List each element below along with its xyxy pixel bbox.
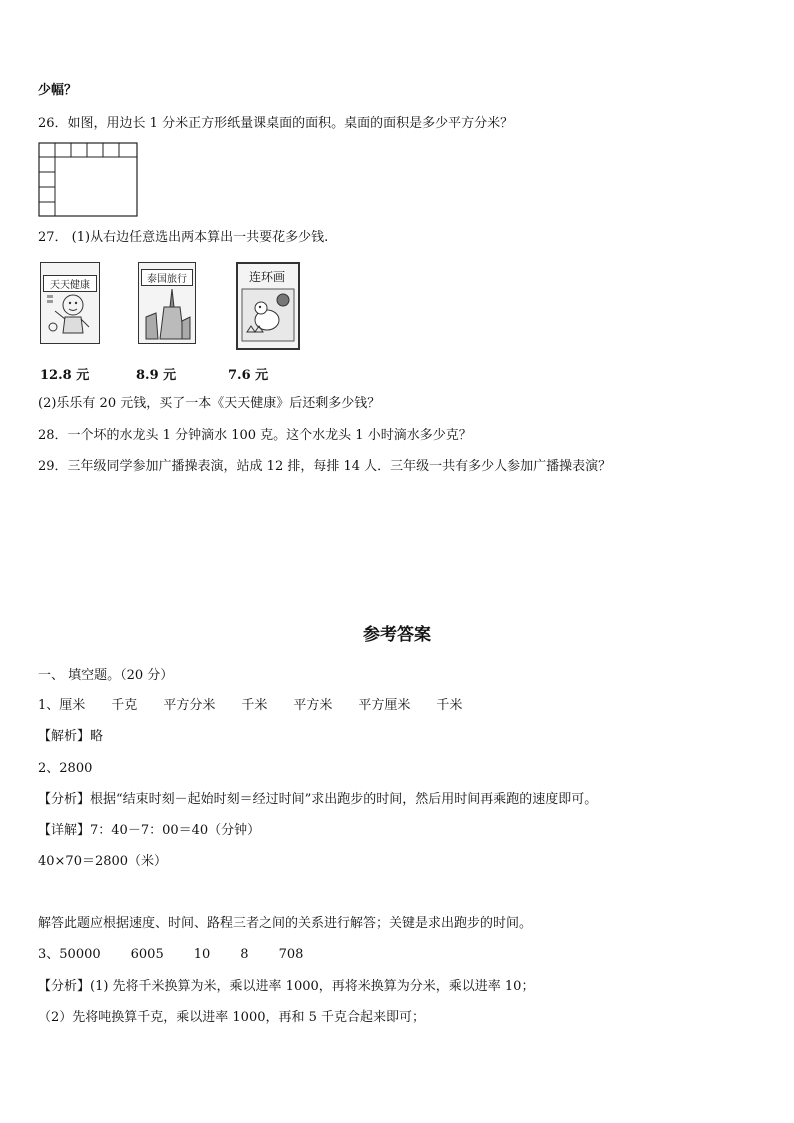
question-26: 26．如图，用边长 1 分米正方形纸量课桌面的面积。桌面的面积是多少平方分米？ [38,116,514,131]
answer-3-analysis-1: 【分析】(1) 先将千米换算为米，乘以进率 1000，再将米换算为分米，乘以进率 10； [38,979,535,994]
answer-1-unit: 千克 [111,698,138,713]
book-price-health: 12.8 元 [40,368,90,383]
question-29: 29．三年级同学参加广播操表演，站成 12 排，每排 14 人．三年级一共有多少人参加广播操表演？ [38,459,612,474]
question-28: 28．一个坏的水龙头 1 分钟滴水 100 克。这个水龙头 1 小时滴水多少克？ [38,428,472,443]
answer-3-value: 50000 [59,947,101,962]
answer-2-calc: 40×70＝2800（米） [38,854,168,869]
answer-3-value: 8 [240,947,249,962]
temple-icon [142,287,192,341]
boy-icon [45,291,95,341]
answer-1-analysis: 【解析】略 [38,729,104,744]
answer-1-unit: 千米 [436,698,463,713]
answer-1 [38,697,488,715]
answer-1-unit: 平方分米 [163,698,216,713]
answer-1-unit: 平方米 [293,698,333,713]
answer-1-label: 1、 [38,698,60,713]
answer-1-unit: 千米 [241,698,268,713]
book-title: 连环画 [248,270,285,284]
answer-3 [38,946,333,964]
answers-heading: 参考答案 [363,625,431,645]
answer-3-analysis-2: （2）先将吨换算千克，乘以进率 1000，再和 5 千克合起来即可； [38,1010,426,1025]
answer-1-unit: 平方厘米 [358,698,411,713]
answer-3-value: 6005 [130,947,164,962]
book-cover-comic [236,262,300,350]
book-cover-thailand [138,262,196,344]
answer-2-analysis: 【分析】根据“结束时刻－起始时刻＝经过时间”求出跑步的时间，然后用时间再乘跑的速度即可。 [38,792,598,807]
question-27-part2: (2)乐乐有 20 元钱，买了一本《天天健康》后还剩多少钱？ [38,396,381,411]
answer-2-detail: 【详解】7：40－7：00＝40（分钟） [38,823,261,838]
answer-3-value: 10 [193,947,211,962]
answer-1-unit: 厘米 [59,698,86,713]
book-price-thailand: 8.9 元 [136,368,177,383]
question-fragment: 少幅？ [38,83,78,98]
book-price-comic: 7.6 元 [228,368,269,383]
answer-3-label: 3、 [38,947,60,962]
book-title: 泰国旅行 [141,269,193,286]
grid-figure [38,142,139,218]
book-cover-health [40,262,100,344]
book-title: 天天健康 [43,275,97,292]
answers-section-1: 一、 填空题。（20 分） [38,668,174,683]
answer-2: 2、2800 [38,761,93,776]
answer-3-value: 708 [278,947,304,962]
question-27-part1: 27． (1)从右边任意选出两本算出一共要花多少钱. [38,230,329,245]
bird-sun-icon [241,288,295,344]
answer-2-note: 解答此题应根据速度、时间、路程三者之间的关系进行解答；关键是求出跑步的时间。 [38,916,533,931]
